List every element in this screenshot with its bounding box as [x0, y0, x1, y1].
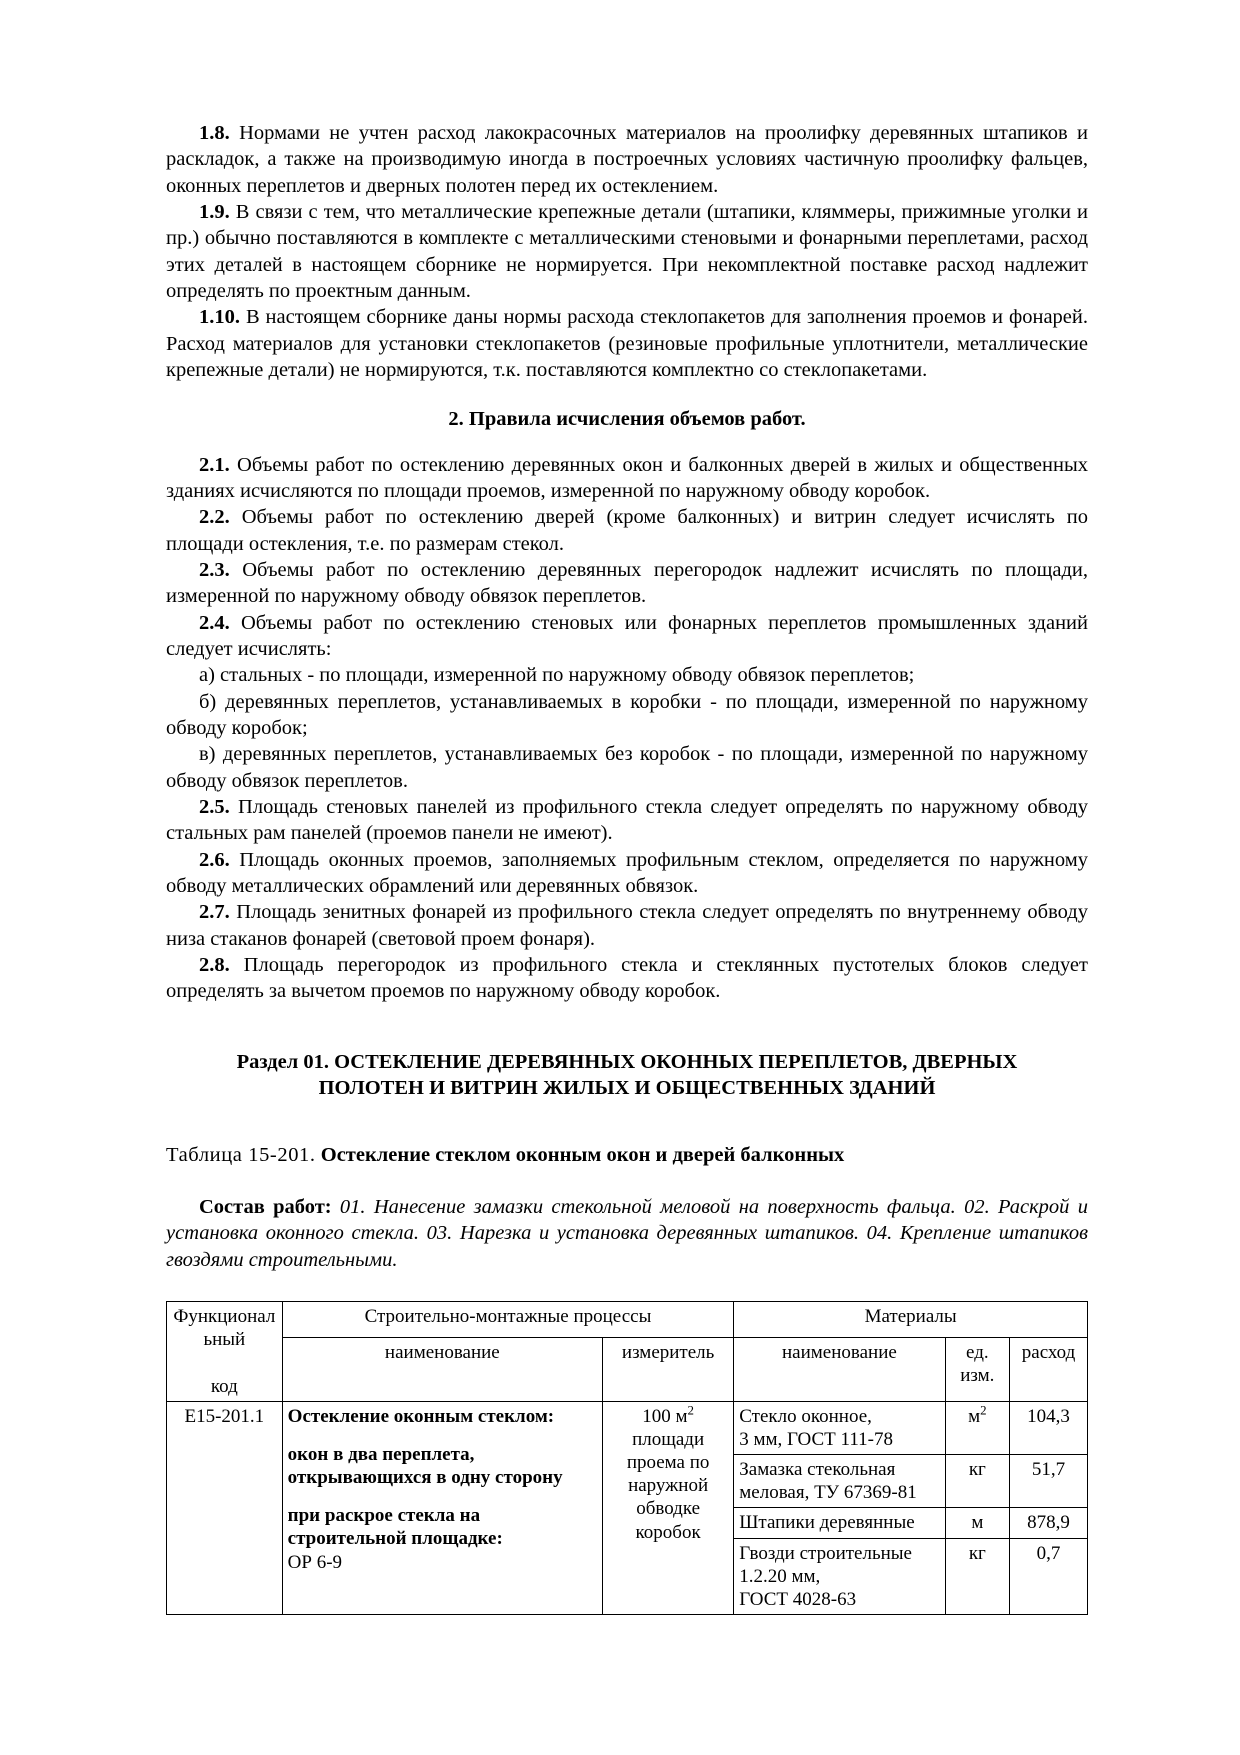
paragraph-number: 2.6. [199, 848, 230, 871]
paragraph-number: 2.5. [199, 795, 230, 818]
material-name-line3: ГОСТ 4028-63 [739, 1588, 857, 1610]
razdel-heading [166, 1049, 1088, 1102]
paragraph-text: В связи с тем, что металлические крепежные детали (штапики, кляммеры, прижимные уголки и пр.) обычно поставляются в комплекте с металлическими стеновыми и фонарными переплетами, расход этих деталей в настоящем сборнике не нормируется. При некомплектной поставке расход надлежит определять по проектным данным. [166, 200, 1088, 302]
paragraph-number: 2.2. [199, 506, 230, 529]
page-content [166, 120, 1088, 1615]
paragraph-2-1 [166, 452, 1088, 505]
process-line1: окон в два переплета, [287, 1443, 475, 1465]
paragraph-text: Объемы работ по остеклению дверей (кроме балконных) и витрин следует исчислять по площади остекления, т.е. по размерам стекол. [166, 506, 1088, 555]
header-code-line3: код [210, 1375, 238, 1397]
paragraph-text: Объемы работ по остеклению деревянных окон и балконных дверей в жилых и общественных зданиях исчисляются по площади проемов, измеренной по наружному обводу коробок. [166, 453, 1088, 502]
process-title: Остекление оконным стеклом: [287, 1405, 555, 1427]
paragraph-number: 1.9. [199, 200, 230, 223]
material-name-line2: меловая, ТУ 67369-81 [739, 1482, 917, 1504]
sub-item-v: в) деревянных переплетов, устанавливаемых без коробок - по площади, измеренной по наружному обводу обвязок переплетов. [166, 743, 1088, 792]
material-name-line1: Замазка стекольная [739, 1459, 896, 1481]
spacer [288, 1489, 597, 1504]
cell-functional-code: Е15-201.1 [167, 1401, 283, 1614]
paragraph-text: Нормами не учтен расход лакокрасочных материалов на проолифку деревянных штапиков и раскладок, а также на производимую иногда в построечных условиях частичную проолифку фальцев, оконных переплетов и дверных полотен перед их остеклением. [166, 122, 1088, 197]
paragraph-2-3 [166, 557, 1088, 610]
cell-process-description [282, 1401, 602, 1614]
header-code-line1: Функционал [173, 1306, 276, 1328]
paragraph-number: 2.8. [199, 953, 230, 976]
measure-line2: площади [632, 1428, 705, 1450]
cell-material-rate: 104,3 [1010, 1401, 1088, 1454]
paragraph-2-7 [166, 899, 1088, 952]
paragraph-number: 2.4. [199, 611, 230, 634]
measure-superscript: 2 [687, 1402, 694, 1418]
paragraph-2-6 [166, 847, 1088, 900]
section-2-heading: 2. Правила исчисления объемов работ. [448, 408, 806, 431]
paragraph-number: 2.1. [199, 453, 230, 476]
sostav-rabot [166, 1194, 1088, 1273]
table-caption-label: Таблица 15-201. [166, 1143, 316, 1166]
table-caption-title: Остекление стеклом оконным окон и дверей балконных [315, 1143, 845, 1166]
process-op-code: ОР 6-9 [287, 1551, 343, 1573]
paragraph-text: Площадь перегородок из профильного стекла и стеклянных пустотелых блоков следует определять за вычетом проемов по наружному обводу коробок. [166, 953, 1088, 1003]
measure-line3: проема по [626, 1452, 710, 1474]
table-caption [166, 1142, 1088, 1168]
process-line4: строительной площадке: [287, 1528, 503, 1550]
paragraph-2-2 [166, 504, 1088, 557]
cell-measure-unit [603, 1401, 734, 1614]
cell-material-unit: м [945, 1508, 1010, 1538]
header-material-unit [945, 1338, 1010, 1402]
paragraph-text: Площадь стеновых панелей из профильного стекла следует определять по наружному обводу стальных рам панелей (проемов панели не имеют). [166, 795, 1088, 845]
header-process-measure: измеритель [603, 1338, 734, 1402]
header-materials: Материалы [734, 1302, 1088, 1338]
cell-material-rate: 51,7 [1010, 1455, 1088, 1508]
table-row [167, 1401, 1088, 1454]
paragraph-text: Объемы работ по остеклению стеновых или фонарных переплетов промышленных зданий следует исчислять: [166, 611, 1088, 660]
paragraph-1-8 [166, 120, 1088, 199]
cell-material-unit: кг [945, 1538, 1010, 1615]
header-material-rate: расход [1010, 1338, 1088, 1402]
measure-line4: наружной [628, 1475, 709, 1497]
table-header [167, 1302, 1088, 1402]
paragraph-number: 2.7. [199, 901, 230, 924]
paragraph-2-5 [166, 794, 1088, 847]
process-line2: открывающихся в одну сторону [287, 1467, 563, 1489]
cell-material-rate: 878,9 [1010, 1508, 1088, 1538]
table-body [167, 1401, 1088, 1614]
paragraph-2-4 [166, 610, 1088, 663]
material-name-line1: Гвозди строительные [739, 1542, 912, 1564]
header-processes: Строительно-монтажные процессы [282, 1302, 734, 1338]
header-functional-code [167, 1302, 283, 1402]
material-name-line2: 1.2.20 мм, [739, 1565, 821, 1587]
paragraph-1-9 [166, 199, 1088, 304]
measure-value: 100 м [642, 1405, 688, 1427]
spacer [288, 1428, 597, 1443]
cell-material-name: Штапики деревянные [734, 1508, 945, 1538]
paragraph-number: 2.3. [199, 558, 230, 581]
material-name-line2: 3 мм, ГОСТ 111-78 [739, 1428, 893, 1450]
sostav-label: Состав работ: [199, 1196, 332, 1219]
header-unit-line2: изм. [960, 1365, 995, 1387]
paragraph-text: Объемы работ по остеклению деревянных перегородок надлежит исчислять по площади, измеренной по наружному обводу обвязок переплетов. [166, 558, 1088, 608]
norms-table [166, 1301, 1088, 1615]
paragraph-number: 1.10. [199, 306, 240, 329]
sub-item-b: б) деревянных переплетов, устанавливаемых в коробки - по площади, измеренной по наружному обводу коробок; [166, 690, 1088, 739]
header-unit-line1: ед. [966, 1342, 989, 1364]
cell-material-unit [945, 1401, 1010, 1454]
razdel-heading-line2: ПОЛОТЕН И ВИТРИН ЖИЛЫХ И ОБЩЕСТВЕННЫХ ЗДАНИЙ [318, 1077, 936, 1100]
cell-material-rate: 0,7 [1010, 1538, 1088, 1615]
material-name-line1: Стекло оконное, [739, 1405, 872, 1427]
paragraph-1-10 [166, 304, 1088, 383]
measure-line6: коробок [635, 1521, 701, 1543]
material-unit: м [968, 1405, 981, 1427]
razdel-heading-line1: Раздел 01. ОСТЕКЛЕНИЕ ДЕРЕВЯННЫХ ОКОННЫХ ПЕРЕПЛЕТОВ, ДВЕРНЫХ [236, 1050, 1018, 1073]
measure-line5: обводке [636, 1498, 701, 1520]
paragraph-text: Площадь оконных проемов, заполняемых профильным стеклом, определяется по наружному обводу металлических обрамлений или деревянных обвязок. [166, 848, 1088, 897]
sostav-body: 01. Нанесение замазки стекольной меловой на поверхность фальца. 02. Раскрой и установка оконного стекла. 03. Нарезка и установка деревянных штапиков. 04. Крепление штапиков гвоздями строительными. [166, 1196, 1088, 1271]
paragraph-text: Площадь зенитных фонарей из профильного стекла следует определять по внутреннему обводу низа стаканов фонарей (световой проем фонаря). [166, 901, 1088, 950]
measure-line1 [642, 1402, 694, 1427]
header-code-line2: ьный [203, 1329, 246, 1351]
process-line3: при раскрое стекла на [287, 1505, 481, 1527]
sub-item-a: а) стальных - по площади, измеренной по наружному обводу обвязок переплетов; [199, 664, 915, 687]
cell-material-unit: кг [945, 1455, 1010, 1508]
paragraph-2-8 [166, 952, 1088, 1005]
header-material-name: наименование [734, 1338, 945, 1402]
table-header-row-top [167, 1302, 1088, 1338]
paragraph-text: В настоящем сборнике даны нормы расхода стеклопакетов для заполнения проемов и фонарей. Расход материалов для установки стеклопакетов (резиновые профильные уплотнители, металлические крепежные детали) не нормируются, т.к. поставляются комплектно со стеклопакетами. [166, 306, 1088, 381]
material-unit-superscript: 2 [980, 1402, 987, 1418]
cell-material-name [734, 1401, 945, 1454]
table-header-row-sub [167, 1338, 1088, 1402]
cell-material-name [734, 1538, 945, 1615]
paragraph-number: 1.8. [199, 122, 230, 144]
cell-material-name [734, 1455, 945, 1508]
header-process-name: наименование [282, 1338, 602, 1402]
